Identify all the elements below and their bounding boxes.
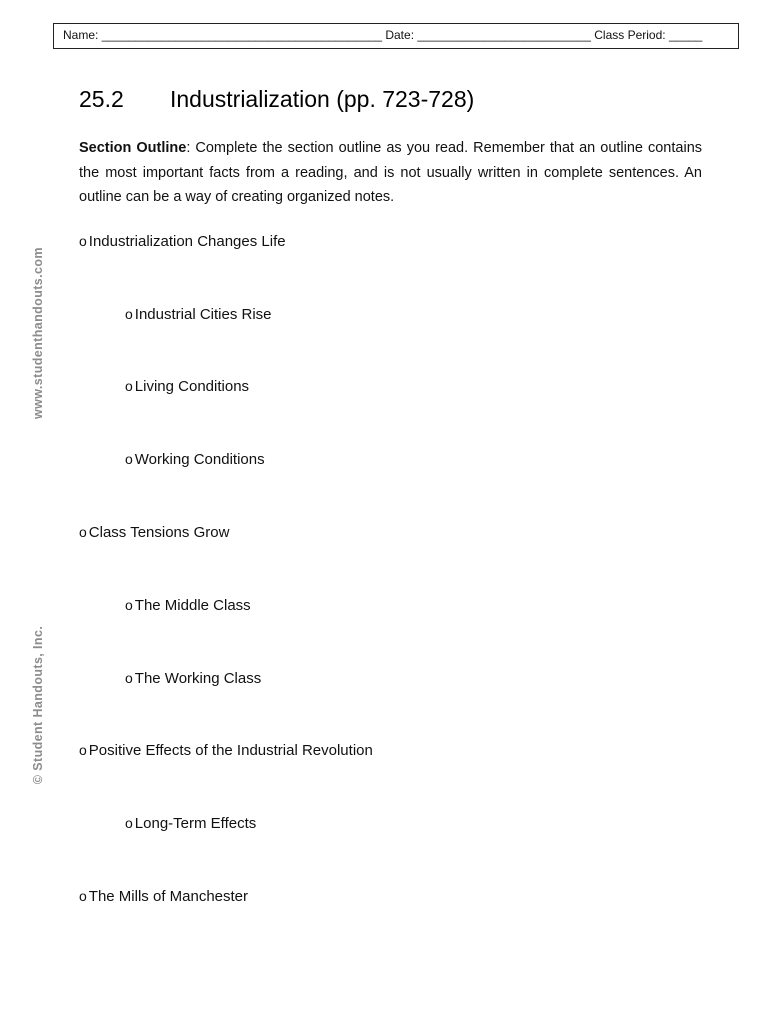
website-watermark: www.studenthandouts.com	[31, 247, 45, 419]
copyright-watermark: © Student Handouts, Inc.	[31, 625, 45, 785]
name-blank[interactable]: __________________________________________	[101, 28, 382, 42]
outline-subitem	[125, 451, 265, 468]
name-label: Name:	[63, 28, 99, 42]
instructions-label: Section Outline	[79, 140, 187, 156]
bullet-icon: o	[125, 597, 133, 613]
date-label: Date:	[385, 28, 415, 42]
outline-item	[79, 888, 248, 905]
bullet-icon: o	[125, 378, 133, 394]
outline-item-label: Long-Term Effects	[134, 815, 257, 832]
bullet-icon: o	[125, 815, 133, 831]
section-number: 25.2	[79, 86, 124, 112]
outline-subitem	[125, 670, 261, 687]
date-blank[interactable]: __________________________	[417, 28, 591, 42]
bullet-icon: o	[79, 233, 87, 249]
outline-item-label: Industrialization Changes Life	[88, 233, 286, 250]
outline-item	[79, 524, 229, 541]
bullet-icon: o	[125, 670, 133, 686]
outline-item-label: Industrial Cities Rise	[134, 306, 272, 323]
outline-item	[79, 742, 373, 759]
instructions-paragraph	[79, 136, 702, 210]
class-period-label: Class Period:	[594, 28, 666, 42]
bullet-icon: o	[79, 888, 87, 904]
outline-subitem	[125, 597, 251, 614]
outline-subitem	[125, 306, 272, 323]
class-period-blank[interactable]: _____	[668, 28, 703, 42]
outline-item-label: Class Tensions Grow	[88, 524, 230, 541]
outline-subitem	[125, 815, 256, 832]
instructions-text: : Complete the section outline as you read. Remember that an outline contains the most important facts from a reading, and is not usually written in complete sentences. An outline can be a way of creating organized notes.	[79, 140, 703, 205]
outline-item-label: The Mills of Manchester	[88, 888, 249, 905]
outline-item	[79, 233, 286, 250]
student-info-header	[53, 23, 739, 49]
bullet-icon: o	[79, 742, 87, 758]
outline-item-label: Living Conditions	[134, 378, 250, 395]
outline-item-label: The Middle Class	[134, 597, 251, 614]
bullet-icon: o	[125, 451, 133, 467]
page-title	[79, 86, 474, 113]
outline-subitem	[125, 378, 249, 395]
outline-item-label: Positive Effects of the Industrial Revolution	[88, 742, 373, 759]
section-title: Industrialization (pp. 723-728)	[170, 86, 475, 112]
bullet-icon: o	[125, 306, 133, 322]
bullet-icon: o	[79, 524, 87, 540]
outline-item-label: Working Conditions	[134, 451, 265, 468]
outline-item-label: The Working Class	[134, 670, 262, 687]
